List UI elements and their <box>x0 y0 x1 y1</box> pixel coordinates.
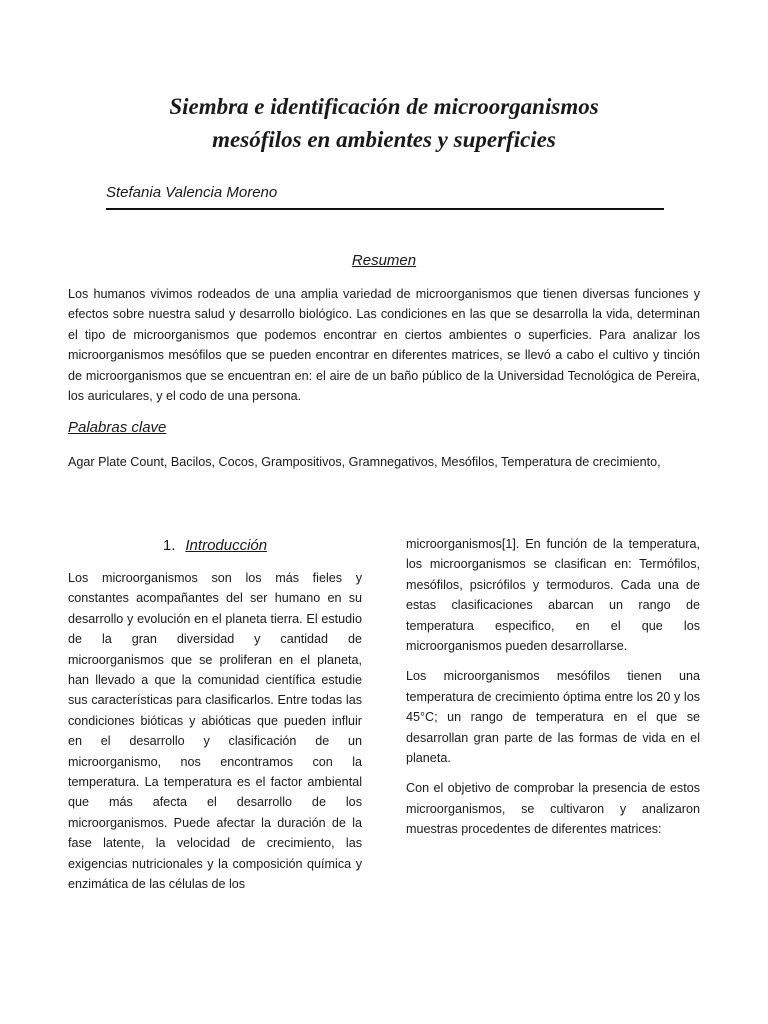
introduction-paragraph: microorganismos[1]. En función de la temperatura, los microorganismos se clasifican en: Termófilos, mesófilos, psicrófilos y termoduros. Cada una de estas clasificaciones abarcan un rango de temperatura especifico, en el que los microorganismos pueden desarrollarse. <box>406 537 700 654</box>
paper-title-line-1: Siembra e identificación de microorganismos <box>169 94 599 119</box>
introduction-right-column <box>406 534 700 850</box>
keywords-text: Agar Plate Count, Bacilos, Cocos, Grampositivos, Gramnegativos, Mesófilos, Temperatura de crecimiento, <box>68 455 661 469</box>
introduction-paragraph: Con el objetivo de comprobar la presencia de estos microorganismos, se cultivaron y analizaron muestras procedentes de diferentes matrices: <box>406 781 700 837</box>
author-name: Stefania Valencia Moreno <box>106 184 278 201</box>
introduction-heading <box>68 536 362 556</box>
section-number: 1. <box>162 537 176 554</box>
paper-title-line-2: mesófilos en ambientes y superficies <box>212 127 556 152</box>
abstract-heading: Resumen <box>351 252 417 269</box>
introduction-left-column <box>68 536 362 905</box>
author-divider <box>106 208 664 210</box>
introduction-paragraph: Los microorganismos mesófilos tienen una temperatura de crecimiento óptima entre los 20 y los 45°C; un rango de temperatura en el que se desarrollan gran parte de las formas de vida en el planeta. <box>406 669 700 766</box>
section-title: Introducción <box>185 537 268 554</box>
keywords-heading: Palabras clave <box>68 419 167 436</box>
abstract-text: Los humanos vivimos rodeados de una amplia variedad de microorganismos que tienen diversas funciones y efectos sobre nuestra salud y desarrollo biológico. Las condiciones en las que se desarrolla la vida, determinan el tipo de microorganismos que podemos encontrar en ciertos ambientes o superficies. Para analizar los microorganismos mesófilos que se pueden encontrar en diferentes matrices, se llevó a cabo el cultivo y tinción de microorganismos que se encuentran en: el aire de un baño público de la Universidad Tecnológica de Pereira, los auriculares, y el codo de una persona. <box>68 287 700 404</box>
paper-title <box>0 90 768 156</box>
introduction-paragraph: Los microorganismos son los más fieles y constantes acompañantes del ser humano en su desarrollo y evolución en el planeta tierra. El estudio de la gran diversidad y cantidad de microorganismos que se proliferan en el planeta, han llevado a que la comunidad científica estudie sus características para clasificarlos. Entre todas las condiciones bióticas y abióticas que pueden influir en el desarrollo y clasificación de un microorganismo, nos encontramos con la temperatura. La temperatura es el factor ambiental que más afecta el desarrollo de los microorganismos. Puede afectar la duración de la fase latente, la velocidad de crecimiento, las exigencias nutricionales y la composición química y enzimática de las células de los <box>68 571 362 892</box>
